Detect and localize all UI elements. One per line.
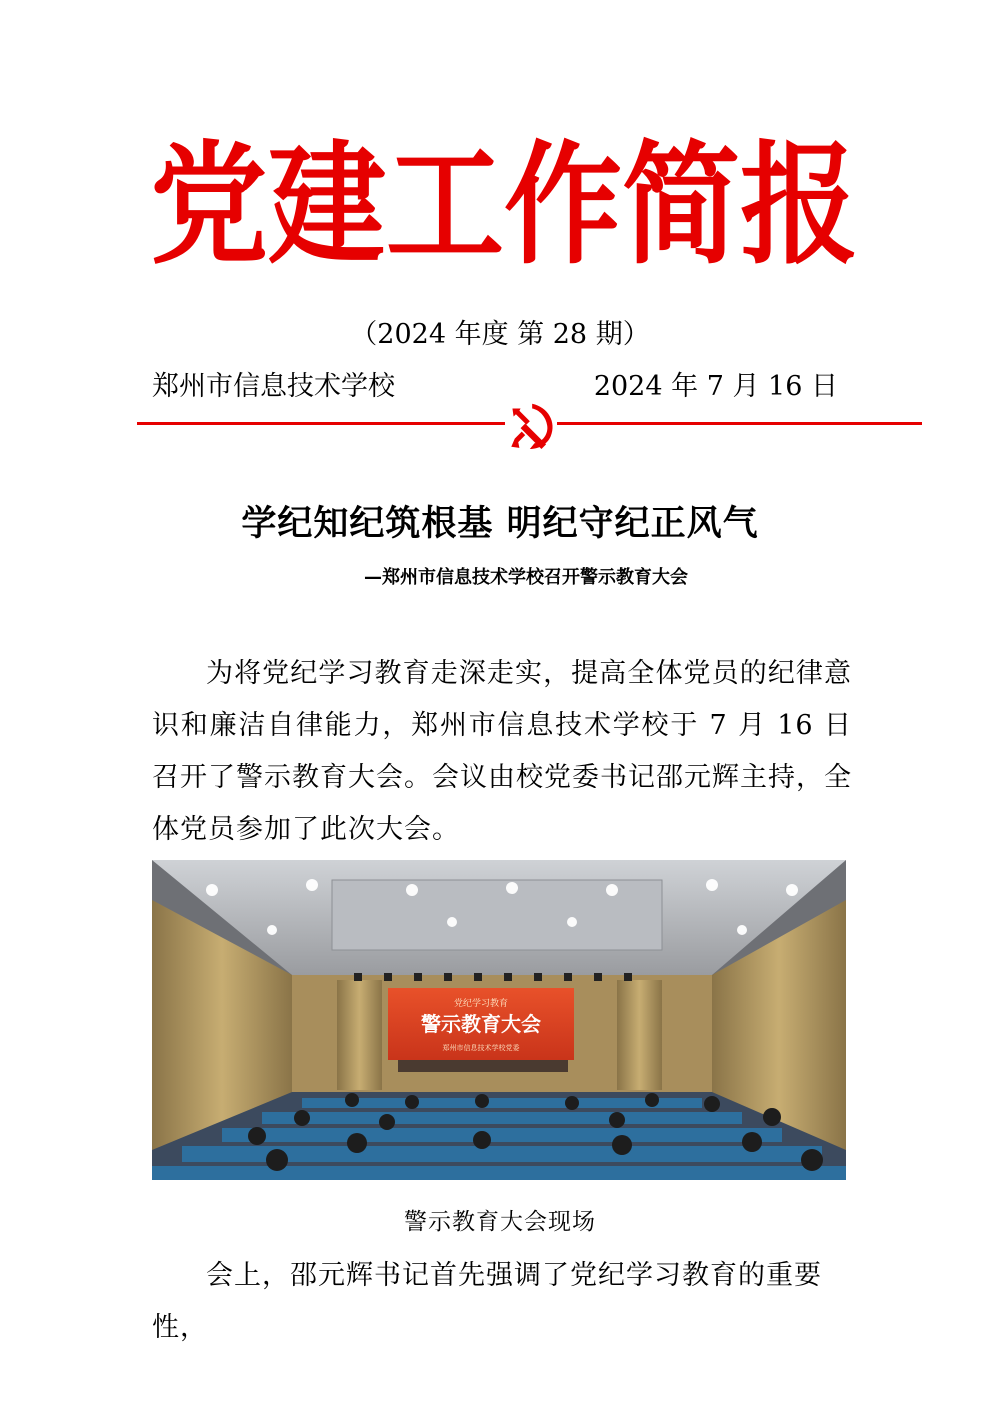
meta-row	[152, 364, 838, 403]
photo-caption: 警示教育大会现场	[404, 1209, 596, 1235]
publish-date: 2024 年 7 月 16 日	[593, 371, 838, 402]
divider-left	[137, 422, 505, 425]
article-paragraph: 为将党纪学习教育走深走实，提高全体党员的纪律意识和廉洁自律能力，郑州市信息技术学校于 7 月 16 日召开了警示教育大会。会议由校党委书记邵元辉主持，全体党员参加了此次大会。	[152, 658, 852, 845]
masthead-title	[150, 126, 859, 283]
divider-right	[557, 422, 922, 425]
organization-name: 郑州市信息技术学校	[152, 371, 395, 402]
masthead-char: 工	[386, 126, 505, 283]
party-emblem-icon	[502, 398, 560, 456]
masthead-char: 简	[622, 126, 741, 283]
masthead-char: 建	[268, 126, 387, 283]
article-headline: 学纪知纪筑根基 明纪守纪正风气	[241, 504, 759, 544]
article-paragraph-2: 会上，邵元辉书记首先强调了党纪学习教育的重要性，	[152, 1260, 822, 1343]
photo-screen-bottom: 郑州市信息技术学校党委	[442, 1044, 520, 1052]
masthead-char: 作	[504, 126, 623, 283]
issue-number: （2024 年度 第 28 期）	[350, 319, 650, 350]
photo-screen-title: 警示教育大会	[421, 1012, 541, 1036]
meeting-photo	[152, 860, 846, 1180]
masthead-char: 党	[150, 126, 269, 283]
article-subheadline: —郑州市信息技术学校召开警示教育大会	[364, 567, 688, 588]
photo-screen-top: 党纪学习教育	[453, 999, 509, 1009]
masthead-char: 报	[740, 126, 859, 283]
